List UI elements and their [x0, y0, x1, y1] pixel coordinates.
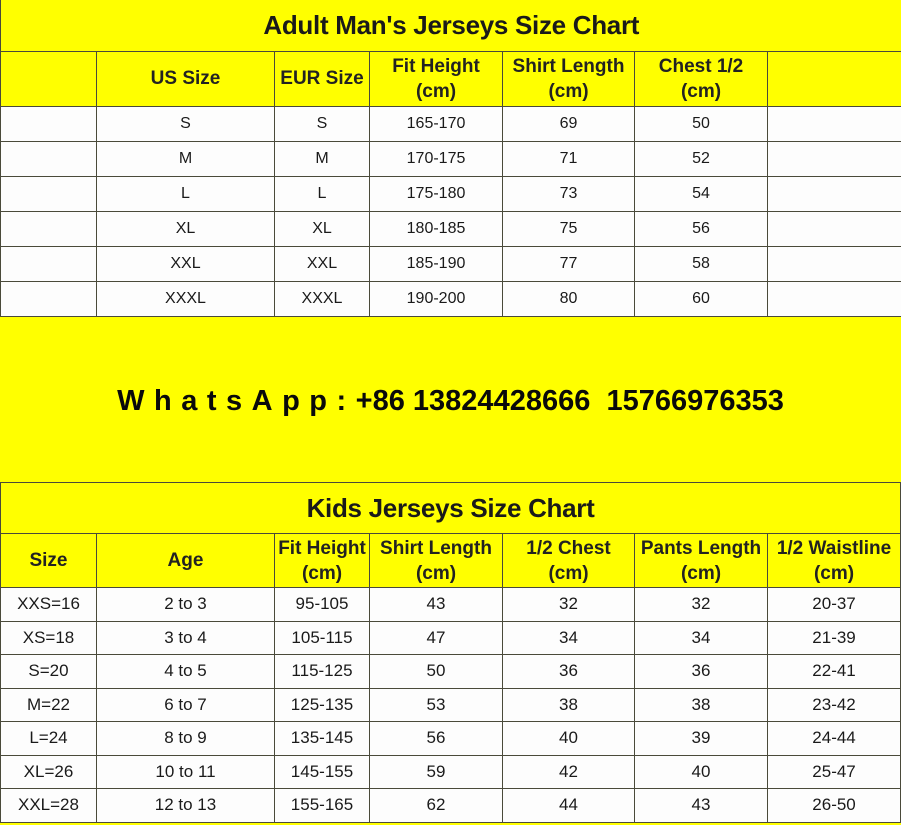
kids-cell-half-chest: 32	[503, 588, 635, 622]
table-row	[1, 281, 901, 316]
adult-cell-blank	[768, 281, 901, 316]
kids-cell-half-waistline: 26-50	[768, 789, 901, 823]
kids-cell-size: XL=26	[1, 755, 97, 789]
adult-cell-eur-size: XXL	[275, 246, 370, 281]
adult-cell-chest: 54	[635, 176, 768, 211]
adult-header-eur-size: EUR Size	[275, 51, 370, 106]
adult-size-chart	[0, 0, 901, 317]
adult-cell-us-size: XXXL	[97, 281, 275, 316]
kids-cell-size: XS=18	[1, 621, 97, 655]
adult-cell-fit-height: 190-200	[370, 281, 503, 316]
table-row	[1, 755, 901, 789]
kids-cell-size: XXS=16	[1, 588, 97, 622]
kids-header-half-chest: 1/2 Chest (cm)	[503, 534, 635, 588]
kids-cell-shirt-length: 47	[370, 621, 503, 655]
kids-cell-size: S=20	[1, 655, 97, 689]
adult-cell-shirt-length: 75	[503, 211, 635, 246]
kids-cell-fit-height: 95-105	[275, 588, 370, 622]
kids-cell-half-waistline: 22-41	[768, 655, 901, 689]
adult-cell-eur-size: L	[275, 176, 370, 211]
adult-cell-us-size: XL	[97, 211, 275, 246]
kids-cell-pants-length: 32	[635, 588, 768, 622]
adult-cell-us-size: M	[97, 141, 275, 176]
adult-cell-fit-height: 180-185	[370, 211, 503, 246]
kids-header-shirt-length: Shirt Length (cm)	[370, 534, 503, 588]
table-row	[1, 246, 901, 281]
adult-header-shirt-length: Shirt Length (cm)	[503, 51, 635, 106]
table-row	[1, 722, 901, 756]
whatsapp-separator: :	[336, 385, 356, 417]
kids-cell-half-chest: 44	[503, 789, 635, 823]
whatsapp-label: WhatsApp	[117, 385, 337, 417]
adult-cell-shirt-length: 80	[503, 281, 635, 316]
kids-cell-half-chest: 38	[503, 688, 635, 722]
adult-header-us-size: US Size	[97, 51, 275, 106]
whatsapp-contact-banner	[0, 385, 901, 418]
adult-cell-fit-height: 165-170	[370, 106, 503, 141]
table-row	[1, 141, 901, 176]
adult-cell-blank	[1, 211, 97, 246]
kids-cell-fit-height: 155-165	[275, 789, 370, 823]
adult-cell-eur-size: XXXL	[275, 281, 370, 316]
adult-cell-shirt-length: 69	[503, 106, 635, 141]
adult-cell-chest: 58	[635, 246, 768, 281]
kids-cell-half-waistline: 21-39	[768, 621, 901, 655]
kids-chart-title: Kids Jerseys Size Chart	[1, 483, 901, 534]
kids-cell-half-waistline: 25-47	[768, 755, 901, 789]
kids-cell-size: XXL=28	[1, 789, 97, 823]
kids-cell-pants-length: 38	[635, 688, 768, 722]
kids-header-half-waistline: 1/2 Waistline (cm)	[768, 534, 901, 588]
kids-cell-age: 3 to 4	[97, 621, 275, 655]
kids-cell-shirt-length: 53	[370, 688, 503, 722]
kids-cell-pants-length: 34	[635, 621, 768, 655]
kids-header-pants-length: Pants Length (cm)	[635, 534, 768, 588]
kids-cell-half-waistline: 23-42	[768, 688, 901, 722]
adult-cell-shirt-length: 77	[503, 246, 635, 281]
adult-chart-title: Adult Man's Jerseys Size Chart	[1, 0, 901, 51]
adult-cell-eur-size: S	[275, 106, 370, 141]
adult-cell-chest: 56	[635, 211, 768, 246]
kids-cell-shirt-length: 50	[370, 655, 503, 689]
adult-cell-blank	[768, 141, 901, 176]
adult-header-chest: Chest 1/2 (cm)	[635, 51, 768, 106]
kids-size-chart	[0, 482, 901, 823]
adult-cell-fit-height: 175-180	[370, 176, 503, 211]
kids-cell-age: 6 to 7	[97, 688, 275, 722]
adult-cell-blank	[1, 106, 97, 141]
kids-cell-shirt-length: 59	[370, 755, 503, 789]
table-row	[1, 176, 901, 211]
table-row	[1, 688, 901, 722]
table-row	[1, 211, 901, 246]
adult-cell-chest: 60	[635, 281, 768, 316]
kids-cell-fit-height: 135-145	[275, 722, 370, 756]
kids-cell-shirt-length: 62	[370, 789, 503, 823]
adult-cell-eur-size: M	[275, 141, 370, 176]
adult-cell-chest: 50	[635, 106, 768, 141]
kids-cell-fit-height: 125-135	[275, 688, 370, 722]
table-row	[1, 621, 901, 655]
kids-cell-half-chest: 42	[503, 755, 635, 789]
kids-cell-shirt-length: 56	[370, 722, 503, 756]
adult-header-blank-left	[1, 51, 97, 106]
adult-cell-shirt-length: 73	[503, 176, 635, 211]
kids-cell-shirt-length: 43	[370, 588, 503, 622]
adult-cell-blank	[768, 211, 901, 246]
adult-cell-fit-height: 185-190	[370, 246, 503, 281]
kids-cell-fit-height: 145-155	[275, 755, 370, 789]
adult-cell-blank	[1, 281, 97, 316]
kids-cell-half-waistline: 24-44	[768, 722, 901, 756]
adult-cell-eur-size: XL	[275, 211, 370, 246]
adult-cell-us-size: S	[97, 106, 275, 141]
kids-cell-age: 12 to 13	[97, 789, 275, 823]
adult-header-fit-height: Fit Height (cm)	[370, 51, 503, 106]
kids-cell-age: 8 to 9	[97, 722, 275, 756]
kids-header-age: Age	[97, 534, 275, 588]
kids-header-fit-height: Fit Height (cm)	[275, 534, 370, 588]
kids-cell-pants-length: 39	[635, 722, 768, 756]
kids-cell-pants-length: 40	[635, 755, 768, 789]
kids-cell-age: 4 to 5	[97, 655, 275, 689]
adult-header-blank-right	[768, 51, 901, 106]
kids-cell-half-chest: 36	[503, 655, 635, 689]
table-row	[1, 655, 901, 689]
adult-header-row	[1, 51, 901, 106]
kids-cell-size: L=24	[1, 722, 97, 756]
adult-cell-blank	[1, 141, 97, 176]
table-row	[1, 106, 901, 141]
kids-cell-size: M=22	[1, 688, 97, 722]
kids-cell-pants-length: 43	[635, 789, 768, 823]
kids-cell-half-chest: 34	[503, 621, 635, 655]
kids-cell-fit-height: 115-125	[275, 655, 370, 689]
whatsapp-numbers: +86 13824428666 15766976353	[355, 385, 784, 417]
kids-cell-half-chest: 40	[503, 722, 635, 756]
kids-cell-pants-length: 36	[635, 655, 768, 689]
kids-cell-age: 2 to 3	[97, 588, 275, 622]
adult-cell-chest: 52	[635, 141, 768, 176]
adult-cell-blank	[768, 176, 901, 211]
adult-cell-shirt-length: 71	[503, 141, 635, 176]
kids-header-row	[1, 534, 901, 588]
table-row	[1, 588, 901, 622]
adult-cell-blank	[1, 246, 97, 281]
adult-cell-us-size: L	[97, 176, 275, 211]
table-row	[1, 789, 901, 823]
kids-header-size: Size	[1, 534, 97, 588]
adult-cell-us-size: XXL	[97, 246, 275, 281]
adult-cell-blank	[768, 106, 901, 141]
adult-cell-fit-height: 170-175	[370, 141, 503, 176]
kids-cell-fit-height: 105-115	[275, 621, 370, 655]
kids-cell-half-waistline: 20-37	[768, 588, 901, 622]
adult-cell-blank	[1, 176, 97, 211]
adult-cell-blank	[768, 246, 901, 281]
kids-cell-age: 10 to 11	[97, 755, 275, 789]
